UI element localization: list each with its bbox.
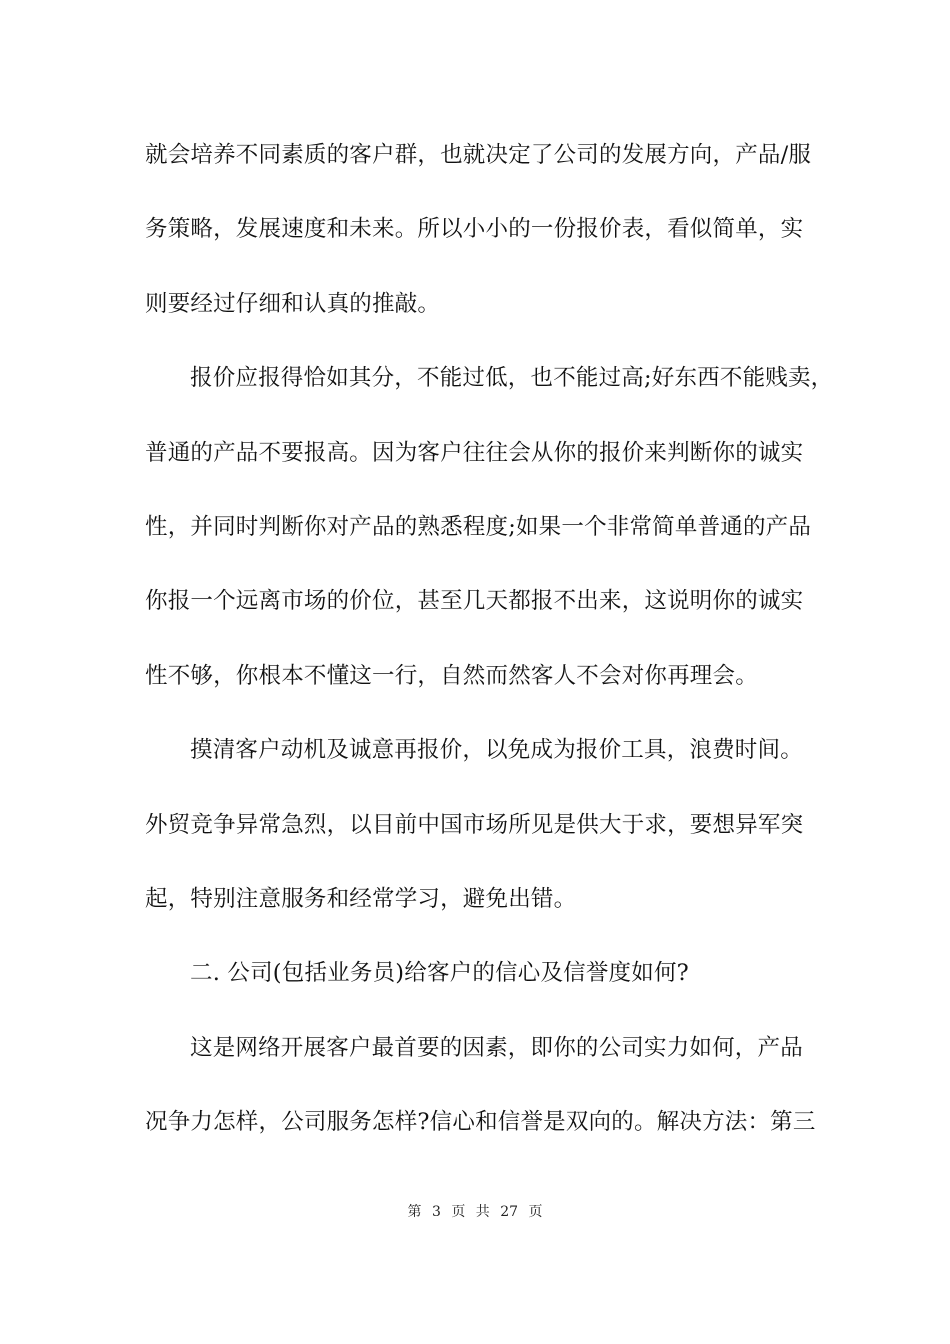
text-line: 这是网络开展客户最首要的因素，即你的公司实力如何，产品 — [190, 1034, 803, 1061]
text-line: 性不够，你根本不懂这一行，自然而然客人不会对你再理会。 — [145, 662, 758, 689]
footer-total-pages: 27 — [500, 1204, 519, 1220]
text-line: 就会培养不同素质的客户群，也就决定了公司的发展方向，产品/服 — [145, 142, 812, 168]
page-footer — [0, 1202, 950, 1222]
text-line: 外贸竞争异常急烈，以目前中国市场所见是供大于求，要想异军突 — [145, 811, 804, 838]
footer-total-word: 共 — [475, 1204, 490, 1220]
text-line: 况争力怎样，公司服务怎样?信心和信誉是双向的。解决方法：第三 — [145, 1109, 816, 1136]
text-line: 摸清客户动机及诚意再报价，以免成为报价工具，浪费时间。 — [190, 737, 803, 764]
text-line: 起，特别注意服务和经常学习，避免出错。 — [145, 885, 577, 912]
footer-prefix: 第 — [407, 1204, 422, 1220]
footer-current-page: 3 — [431, 1204, 441, 1220]
text-line: 二. 公司(包括业务员)给客户的信心及信誉度如何? — [190, 960, 689, 987]
text-line: 则要经过仔细和认真的推敲。 — [145, 290, 441, 317]
text-line: 普通的产品不要报高。因为客户往往会从你的报价来判断你的诚实 — [145, 439, 804, 466]
text-line: 你报一个远离市场的价位，甚至几天都报不出来，这说明你的诚实 — [145, 588, 804, 615]
text-line: 报价应报得恰如其分，不能过低，也不能过高;好东西不能贱卖， — [190, 365, 834, 392]
text-line: 性，并同时判断你对产品的熟悉程度;如果一个非常简单普通的产品 — [145, 513, 812, 540]
footer-page-word: 页 — [451, 1204, 466, 1220]
document-body — [145, 132, 834, 1173]
footer-suffix: 页 — [528, 1204, 543, 1220]
text-line: 务策略，发展速度和未来。所以小小的一份报价表，看似简单，实 — [145, 216, 804, 243]
